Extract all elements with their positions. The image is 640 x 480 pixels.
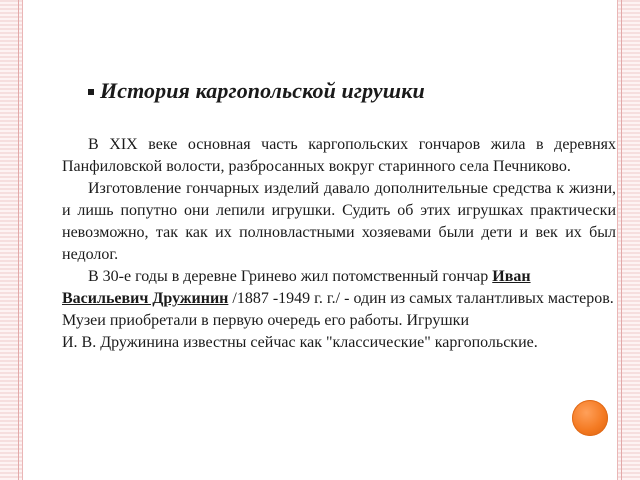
- paragraph-2: Изготовление гончарных изделий давало дополнительные средства к жизни, и лишь попутно они лепили игрушки. Судить об этих игрушках практически невозможно, так как их полновластными хозяевами были дети и век их был недолог.: [62, 180, 616, 263]
- title-row: [88, 78, 425, 104]
- paragraph-3-start: В 30-е годы в деревне Гринево жил потомственный гончар: [88, 268, 493, 285]
- slide: [22, 0, 618, 480]
- orange-circle-icon: [572, 400, 608, 436]
- paragraph-1: В XIX веке основная часть каргопольских гончаров жила в деревнях Панфиловской волости, разбросанных вокруг старинного села Печниково.: [62, 136, 616, 175]
- paragraph-3: [62, 266, 616, 332]
- paragraph-4: И. В. Дружинина известны сейчас как "классические" каргопольские.: [62, 334, 538, 351]
- slide-title: История каргопольской игрушки: [100, 78, 425, 103]
- body-text: [62, 134, 616, 354]
- left-decorative-border: [0, 0, 23, 480]
- paragraph-3-end: /1887 -1949 г. г./ - один из самых талантливых мастеров. Музеи приобретали в первую очередь его работы. Игрушки: [62, 290, 614, 329]
- bullet-icon: [88, 89, 94, 95]
- right-decorative-border: [617, 0, 640, 480]
- master-name: Иван Васильевич Дружинин: [62, 268, 531, 307]
